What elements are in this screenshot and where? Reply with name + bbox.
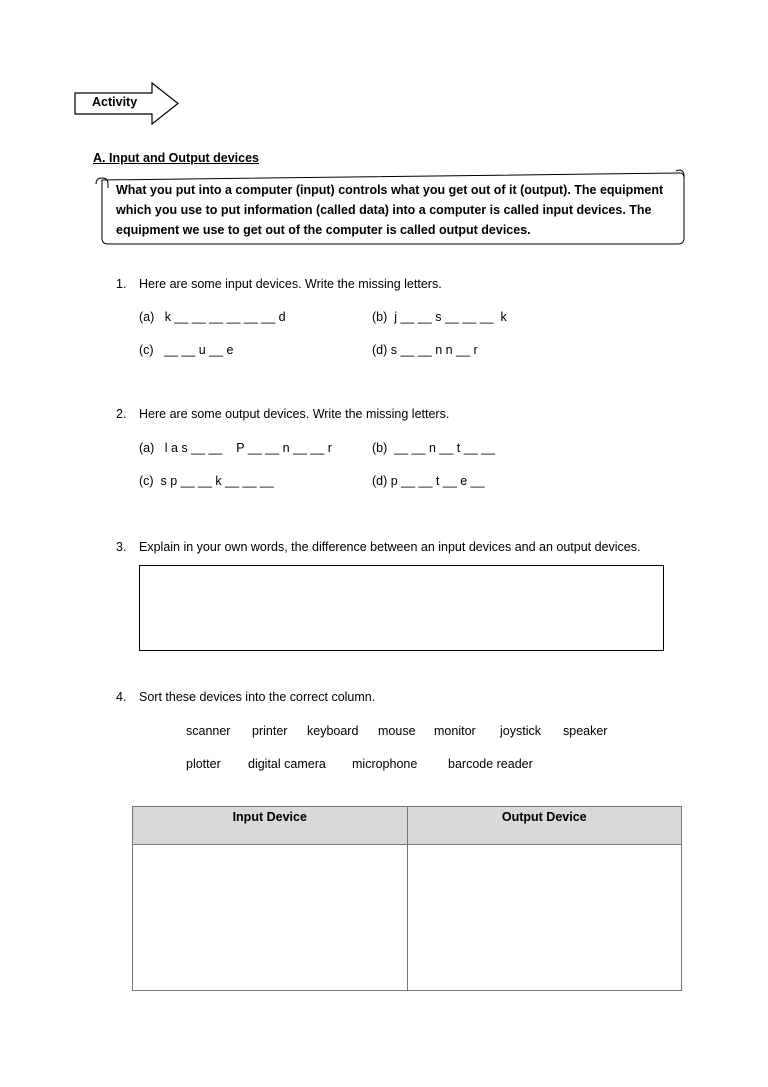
question-2-number: 2. [116,407,127,421]
q2-item-a: (a) l a s __ __ P __ __ n __ __ r [139,441,332,455]
question-3-number: 3. [116,540,127,554]
question-1-number: 1. [116,277,127,291]
intro-paragraph [116,180,682,240]
q1-item-d: (d) s __ __ n n __ r [372,343,478,357]
question-2-text: Here are some output devices. Write the missing letters. [139,407,450,421]
device-word: digital camera [248,757,326,771]
device-word: joystick [500,724,541,738]
q1-item-b: (b) j __ __ s __ __ __ k [372,310,507,324]
device-word: monitor [434,724,476,738]
intro-line: equipment we use to get out of the computer is called output devices. [116,223,531,237]
sort-table [132,806,682,991]
device-word: speaker [563,724,608,738]
q1-item-a: (a) k __ __ __ __ __ __ d [139,310,286,324]
device-word: keyboard [307,724,359,738]
output-device-cell[interactable] [407,845,682,991]
device-word: plotter [186,757,221,771]
question-1-text: Here are some input devices. Write the missing letters. [139,277,442,291]
device-word: microphone [352,757,418,771]
q1-item-c: (c) __ __ u __ e [139,343,234,357]
q2-item-d: (d) p __ __ t __ e __ [372,474,485,488]
q2-item-c: (c) s p __ __ k __ __ __ [139,474,274,488]
device-word: scanner [186,724,231,738]
question-4-number: 4. [116,690,127,704]
device-word: mouse [378,724,416,738]
intro-line: which you use to put information (called data) into a computer is called input devices. The [116,203,652,217]
section-title: A. Input and Output devices [93,151,259,165]
q2-item-b: (b) __ __ n __ t __ __ [372,441,496,455]
input-device-header: Input Device [133,807,408,845]
question-4-text: Sort these devices into the correct column. [139,690,376,704]
device-word: printer [252,724,288,738]
output-device-header: Output Device [407,807,682,845]
device-word: barcode reader [448,757,533,771]
input-device-cell[interactable] [133,845,408,991]
question-3-text: Explain in your own words, the difference between an input devices and an output devices. [139,540,641,554]
activity-label: Activity [92,95,138,109]
answer-box[interactable] [139,565,664,651]
intro-line: What you put into a computer (input) controls what you get out of it (output). The equipment [116,183,664,197]
